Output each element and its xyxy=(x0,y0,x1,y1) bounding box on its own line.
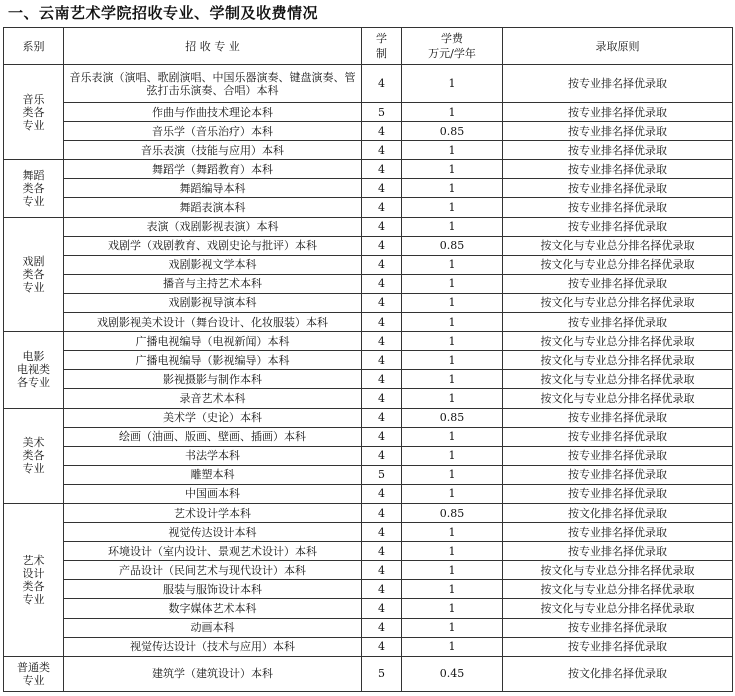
rule-cell: 按文化与专业总分排名择优录取 xyxy=(503,370,733,389)
category-cell: 音乐 类各 专业 xyxy=(4,65,64,160)
duration-cell: 4 xyxy=(362,141,402,160)
duration-cell: 4 xyxy=(362,542,402,561)
duration-cell: 4 xyxy=(362,484,402,503)
fee-cell: 1 xyxy=(402,65,503,103)
category-cell: 戏剧 类各 专业 xyxy=(4,217,64,332)
table-row xyxy=(4,313,733,332)
header-duration: 学 制 xyxy=(362,28,402,65)
major-cell: 书法学本科 xyxy=(64,446,362,465)
duration-cell: 4 xyxy=(362,427,402,446)
duration-cell: 4 xyxy=(362,236,402,255)
rule-cell: 按专业排名择优录取 xyxy=(503,217,733,236)
fee-cell: 1 xyxy=(402,599,503,618)
major-cell: 音乐学（音乐治疗）本科 xyxy=(64,122,362,141)
major-cell: 动画本科 xyxy=(64,618,362,637)
major-cell: 戏剧学（戏剧教育、戏剧史论与批评）本科 xyxy=(64,236,362,255)
table-row xyxy=(4,332,733,351)
header-fee: 学费 万元/学年 xyxy=(402,28,503,65)
rule-cell: 按文化排名择优录取 xyxy=(503,656,733,691)
table-row xyxy=(4,561,733,580)
duration-cell: 4 xyxy=(362,293,402,312)
duration-cell: 4 xyxy=(362,65,402,103)
duration-cell: 4 xyxy=(362,523,402,542)
rule-cell: 按专业排名择优录取 xyxy=(503,65,733,103)
category-cell: 普通类 专业 xyxy=(4,656,64,691)
fee-cell: 1 xyxy=(402,217,503,236)
major-cell: 产品设计（民间艺术与现代设计）本科 xyxy=(64,561,362,580)
fee-cell: 1 xyxy=(402,637,503,656)
rule-cell: 按文化与专业总分排名择优录取 xyxy=(503,236,733,255)
table-row xyxy=(4,580,733,599)
rule-cell: 按文化与专业总分排名择优录取 xyxy=(503,293,733,312)
duration-cell: 4 xyxy=(362,618,402,637)
header-category: 系别 xyxy=(4,28,64,65)
table-row xyxy=(4,465,733,484)
table-row xyxy=(4,141,733,160)
table-row xyxy=(4,351,733,370)
fee-cell: 0.85 xyxy=(402,122,503,141)
header-row xyxy=(4,28,733,65)
fee-cell: 1 xyxy=(402,484,503,503)
rule-cell: 按专业排名择优录取 xyxy=(503,122,733,141)
major-cell: 建筑学（建筑设计）本科 xyxy=(64,656,362,691)
table-row xyxy=(4,503,733,522)
rule-cell: 按文化与专业总分排名择优录取 xyxy=(503,561,733,580)
fee-cell: 1 xyxy=(402,332,503,351)
table-row xyxy=(4,122,733,141)
duration-cell: 4 xyxy=(362,332,402,351)
duration-cell: 4 xyxy=(362,274,402,293)
fee-cell: 1 xyxy=(402,351,503,370)
major-cell: 舞蹈学（舞蹈教育）本科 xyxy=(64,160,362,179)
major-cell: 戏剧影视文学本科 xyxy=(64,255,362,274)
rule-cell: 按专业排名择优录取 xyxy=(503,313,733,332)
major-cell: 录音艺术本科 xyxy=(64,389,362,408)
category-cell: 美术 类各 专业 xyxy=(4,408,64,503)
duration-cell: 4 xyxy=(362,637,402,656)
major-cell: 播音与主持艺术本科 xyxy=(64,274,362,293)
fee-cell: 1 xyxy=(402,103,503,122)
fee-cell: 1 xyxy=(402,198,503,217)
fee-cell: 1 xyxy=(402,446,503,465)
fee-cell: 1 xyxy=(402,160,503,179)
duration-cell: 4 xyxy=(362,370,402,389)
rule-cell: 按专业排名择优录取 xyxy=(503,274,733,293)
major-cell: 舞蹈编导本科 xyxy=(64,179,362,198)
table-row xyxy=(4,523,733,542)
category-cell: 艺术 设计 类各 专业 xyxy=(4,503,64,656)
major-cell: 绘画（油画、版画、壁画、插画）本科 xyxy=(64,427,362,446)
fee-cell: 1 xyxy=(402,389,503,408)
fee-cell: 1 xyxy=(402,274,503,293)
admissions-table xyxy=(3,27,733,692)
duration-cell: 4 xyxy=(362,446,402,465)
table-row xyxy=(4,65,733,103)
fee-cell: 1 xyxy=(402,427,503,446)
category-cell: 舞蹈 类各 专业 xyxy=(4,160,64,217)
table-row xyxy=(4,389,733,408)
rule-cell: 按文化与专业总分排名择优录取 xyxy=(503,580,733,599)
major-cell: 视觉传达设计本科 xyxy=(64,523,362,542)
duration-cell: 4 xyxy=(362,122,402,141)
major-cell: 影视摄影与制作本科 xyxy=(64,370,362,389)
rule-cell: 按专业排名择优录取 xyxy=(503,160,733,179)
rule-cell: 按专业排名择优录取 xyxy=(503,637,733,656)
major-cell: 戏剧影视美术设计（舞台设计、化妆服装）本科 xyxy=(64,313,362,332)
rule-cell: 按文化排名择优录取 xyxy=(503,503,733,522)
major-cell: 表演（戏剧影视表演）本科 xyxy=(64,217,362,236)
fee-cell: 1 xyxy=(402,542,503,561)
table-row xyxy=(4,179,733,198)
fee-cell: 1 xyxy=(402,370,503,389)
major-cell: 数字媒体艺术本科 xyxy=(64,599,362,618)
duration-cell: 5 xyxy=(362,465,402,484)
rule-cell: 按专业排名择优录取 xyxy=(503,103,733,122)
major-cell: 广播电视编导（电视新闻）本科 xyxy=(64,332,362,351)
table-row xyxy=(4,408,733,427)
fee-cell: 0.85 xyxy=(402,236,503,255)
fee-cell: 0.85 xyxy=(402,503,503,522)
rule-cell: 按专业排名择优录取 xyxy=(503,446,733,465)
rule-cell: 按专业排名择优录取 xyxy=(503,618,733,637)
table-row xyxy=(4,618,733,637)
category-cell: 电影 电视类 各专业 xyxy=(4,332,64,408)
page-title: 一、云南艺术学院招收专业、学制及收费情况 xyxy=(8,4,319,22)
rule-cell: 按文化与专业总分排名择优录取 xyxy=(503,389,733,408)
duration-cell: 4 xyxy=(362,503,402,522)
table-row xyxy=(4,427,733,446)
duration-cell: 5 xyxy=(362,656,402,691)
fee-cell: 1 xyxy=(402,618,503,637)
fee-cell: 1 xyxy=(402,523,503,542)
fee-cell: 1 xyxy=(402,465,503,484)
major-cell: 广播电视编导（影视编导）本科 xyxy=(64,351,362,370)
rule-cell: 按专业排名择优录取 xyxy=(503,179,733,198)
major-cell: 音乐表演（演唱、歌剧演唱、中国乐器演奏、键盘演奏、管弦打击乐演奏、合唱）本科 xyxy=(64,65,362,103)
table-row xyxy=(4,370,733,389)
fee-cell: 1 xyxy=(402,293,503,312)
rule-cell: 按专业排名择优录取 xyxy=(503,198,733,217)
table-body xyxy=(4,65,733,692)
rule-cell: 按专业排名择优录取 xyxy=(503,523,733,542)
rule-cell: 按文化与专业总分排名择优录取 xyxy=(503,351,733,370)
duration-cell: 4 xyxy=(362,217,402,236)
rule-cell: 按专业排名择优录取 xyxy=(503,427,733,446)
duration-cell: 5 xyxy=(362,103,402,122)
duration-cell: 4 xyxy=(362,351,402,370)
table-row xyxy=(4,160,733,179)
duration-cell: 4 xyxy=(362,580,402,599)
table-row xyxy=(4,656,733,691)
rule-cell: 按文化与专业总分排名择优录取 xyxy=(503,332,733,351)
table-row xyxy=(4,198,733,217)
major-cell: 中国画本科 xyxy=(64,484,362,503)
rule-cell: 按专业排名择优录取 xyxy=(503,141,733,160)
table-row xyxy=(4,637,733,656)
rule-cell: 按专业排名择优录取 xyxy=(503,408,733,427)
table-row xyxy=(4,542,733,561)
header-rule: 录取原则 xyxy=(503,28,733,65)
table-row xyxy=(4,255,733,274)
table-row xyxy=(4,484,733,503)
table-row xyxy=(4,599,733,618)
table-row xyxy=(4,217,733,236)
table-row xyxy=(4,236,733,255)
fee-cell: 1 xyxy=(402,313,503,332)
fee-cell: 1 xyxy=(402,580,503,599)
duration-cell: 4 xyxy=(362,198,402,217)
table-row xyxy=(4,103,733,122)
rule-cell: 按专业排名择优录取 xyxy=(503,465,733,484)
rule-cell: 按文化与专业总分排名择优录取 xyxy=(503,599,733,618)
fee-cell: 1 xyxy=(402,255,503,274)
major-cell: 作曲与作曲技术理论本科 xyxy=(64,103,362,122)
fee-cell: 1 xyxy=(402,561,503,580)
fee-cell: 1 xyxy=(402,179,503,198)
duration-cell: 4 xyxy=(362,160,402,179)
duration-cell: 4 xyxy=(362,313,402,332)
duration-cell: 4 xyxy=(362,408,402,427)
table-row xyxy=(4,293,733,312)
duration-cell: 4 xyxy=(362,389,402,408)
fee-cell: 0.85 xyxy=(402,408,503,427)
major-cell: 视觉传达设计（技术与应用）本科 xyxy=(64,637,362,656)
rule-cell: 按专业排名择优录取 xyxy=(503,542,733,561)
duration-cell: 4 xyxy=(362,599,402,618)
major-cell: 音乐表演（技能与应用）本科 xyxy=(64,141,362,160)
major-cell: 美术学（史论）本科 xyxy=(64,408,362,427)
major-cell: 戏剧影视导演本科 xyxy=(64,293,362,312)
table-row xyxy=(4,274,733,293)
fee-cell: 0.45 xyxy=(402,656,503,691)
major-cell: 雕塑本科 xyxy=(64,465,362,484)
duration-cell: 4 xyxy=(362,561,402,580)
duration-cell: 4 xyxy=(362,179,402,198)
header-major: 招 收 专 业 xyxy=(64,28,362,65)
major-cell: 环境设计（室内设计、景观艺术设计）本科 xyxy=(64,542,362,561)
fee-cell: 1 xyxy=(402,141,503,160)
table-row xyxy=(4,446,733,465)
major-cell: 服装与服饰设计本科 xyxy=(64,580,362,599)
major-cell: 舞蹈表演本科 xyxy=(64,198,362,217)
rule-cell: 按文化与专业总分排名择优录取 xyxy=(503,255,733,274)
rule-cell: 按专业排名择优录取 xyxy=(503,484,733,503)
major-cell: 艺术设计学本科 xyxy=(64,503,362,522)
duration-cell: 4 xyxy=(362,255,402,274)
